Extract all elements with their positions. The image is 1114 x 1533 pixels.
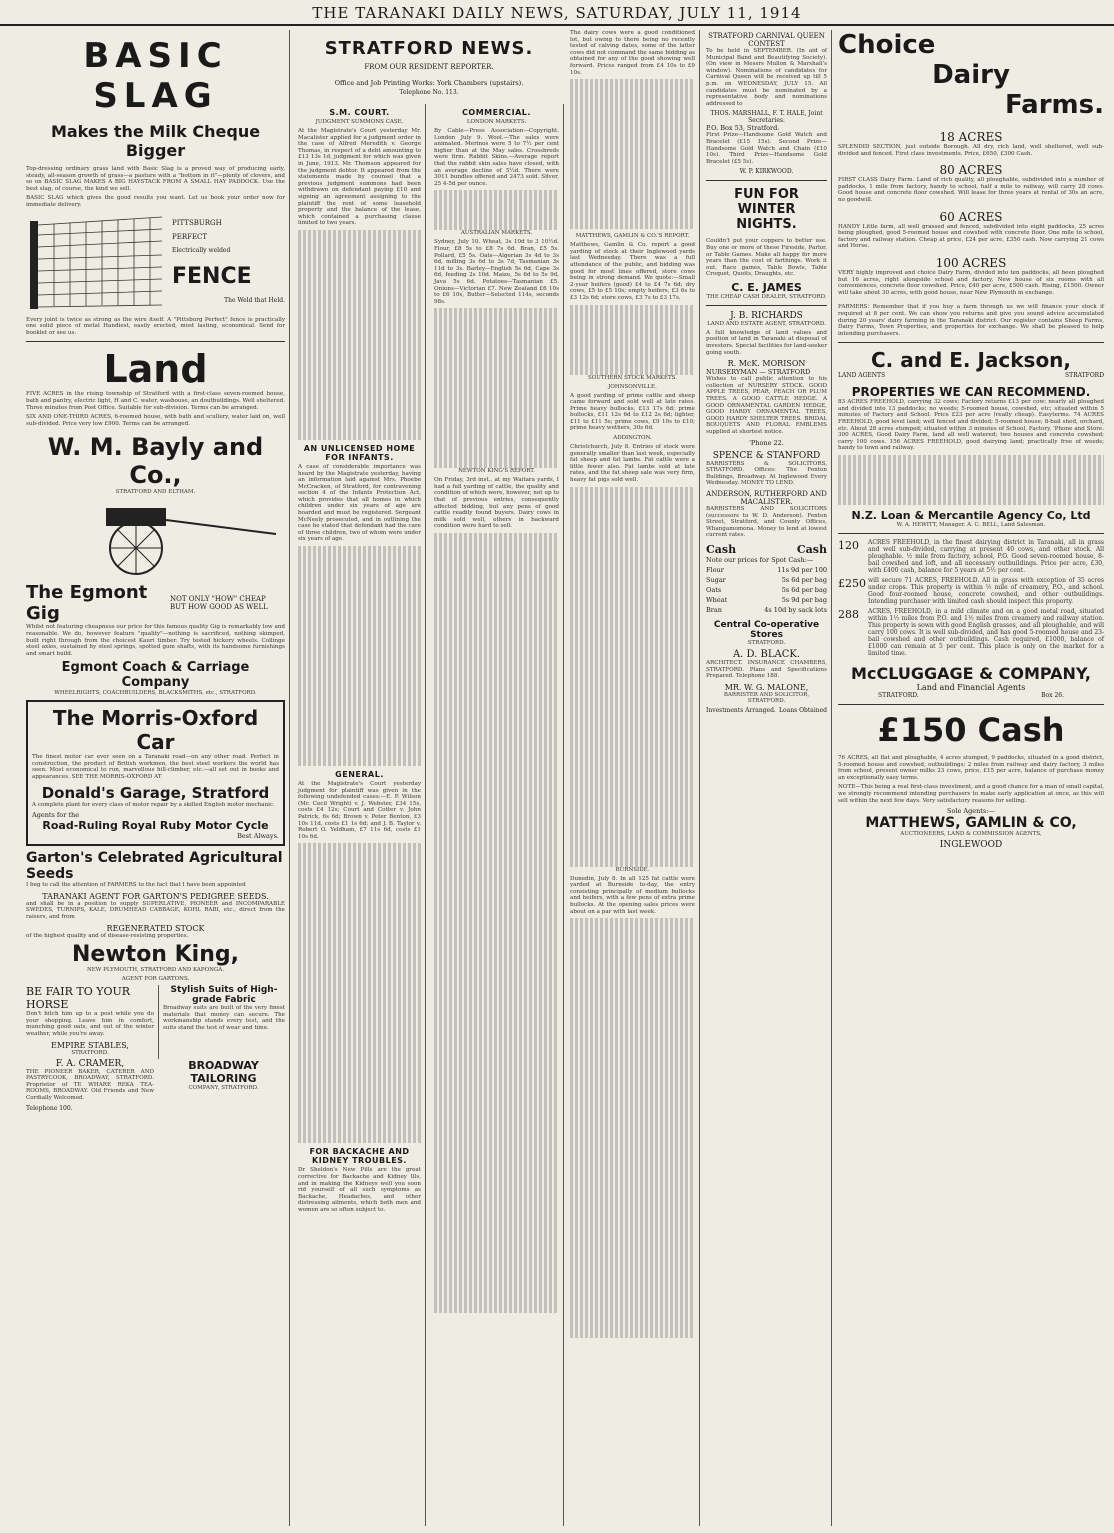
cramer-title: F. A. CRAMER,: [55, 1058, 125, 1069]
mgc-title: MATTHEWS, GAMLIN & CO,: [865, 815, 1077, 832]
malone-title: MR. W. G. MALONE,: [724, 682, 809, 692]
dairy-word: Dairy: [932, 60, 1010, 90]
cash-right: Cash: [796, 542, 827, 556]
slag-subtitle: Makes the Milk Cheque Bigger: [50, 122, 261, 160]
note-body: NOTE—This being a real first-class investment, and a good chance for a man of small capital, we strongly recommend intending purchasers to make early application at once, as this will sell within the next few days. Very satisfactory reasons for selling.: [838, 784, 1104, 804]
burnside-heading: BURNSIDE.: [615, 866, 650, 873]
unlicensed-body: A case of considerable importance was heard by the Magistrate yesterday, having an information laid against Mrs. Phoebe McCracken, of Stratford, for contravening section 4 of the Infants Protection Act, which provides that all homes in which children under six years of age are boarded and must be registered. Sergeant McNeely prosecuted, and in outlining the case he stated that defendant had the care of three children, two of whom were under six years of age.: [298, 463, 421, 543]
cash-150-title: £150 Cash: [877, 711, 1065, 750]
gig-title: The Egmont Gig: [26, 582, 148, 625]
nz-loan-subtitle: W. A. HEWITT, Manager. A. C. BELL, Land Salesman.: [896, 522, 1046, 529]
acres-80-body: FIRST CLASS Dairy Farm. Land of rich quality, all ploughable, subdivided into a number of paddocks, 1 mile from factory, handy to school, half a mile to railway, will carry 28 cows. Good house and concrete floor cowshed. Will lease for three years at rental of 30s an acre, no goodwill.: [838, 177, 1104, 203]
nz-loan-title: N.Z. Loan & Mercantile Agency Co, Ltd: [851, 509, 1091, 523]
ad-120-body: ACRES FREEHOLD, in the finest dairying district in Taranaki, all in grass and well sub-divided, carrying at present 40 cows, and other stock. All ploughable. ½ mile from factory, school, P.O. Good seven-roomed house, 8-bail cowshed and loft, and all necessary outbuildings. Price per acre, £30, with £400 cash, balance for 5 years at 5½ per cent.: [868, 539, 1104, 575]
london-heading: LONDON MARKETS.: [466, 119, 527, 125]
burnside-body: Dunedin, July 8. In all 125 fat cattle were yarded at Burnside to-day, the entry consisting principally of medium bullocks and heifers, with a few pens of extra prime bullocks. At the opening sales prices were about on a par with last week.: [570, 875, 695, 915]
land-body-2: SIX AND ONE-THIRD ACRES, 6-roomed house, with bath and scullery, water laid on, well sub-divided. Price very low £900. Terms can be arranged.: [26, 414, 285, 427]
empire-stables: EMPIRE STABLES,: [51, 1040, 129, 1050]
fence-tagline: The Weld that Held.: [224, 296, 285, 304]
richards-title: J. B. RICHARDS: [730, 310, 803, 321]
gig-body: Whilst not featuring cheapness our price for this famous quality Gig is remarkably low and reasonable. We do, however feature "quality"—nothing is sacrificed, nothing skimped, built right through from the choicest Kauri timber. Try tested hickory wheels. Collinge steel axles, sustained by steel springs, spotted gum shafts, with its handsome furnishings and smart build.: [26, 624, 285, 657]
carnival-box: P.O. Box 53, Stratford.: [706, 124, 780, 133]
addington-body: Christchurch, July 8. Entries of stock were generally smaller than last week, especially fat sheep and fat lambs. Fat cattle were a little fewer also. Fat lambs sold at late rates, and the fat sheep sale was very firm, heavy fat pigs sold well.: [570, 444, 695, 484]
fun-body: Couldn't put your coppers to better use. Buy one or more of these Fireside, Parlor, or Table Games. Make all happy for more years than the cost of farthings. Work it out. Race games, Table Bowls, Table Croquet, Quoits, Draughts, etc.: [706, 238, 827, 278]
land-title: Land: [103, 347, 208, 392]
newton-king-agent: AGENT FOR GARTONS.: [121, 976, 190, 983]
johnsonville-body: A good yarding of prime cattle and sheep came forward and sold well at late rates. Prime heavy bullocks, £13 17s 6d; prime bullocks, £11 12s 6d to £12 2s 6d; lighter, £11 to £11 5s; prime cows, £9 10s to £10; prime heavy wethers, 30s 6d.: [570, 392, 695, 432]
garton-agent: TARANAKI AGENT FOR GARTON'S PEDIGREE SEEDS.: [42, 891, 269, 901]
dairy-cows-body: The dairy cows were a good conditioned lot, but owing to there being no recently tested of calving dates, some of the latter cows did not command the same bidding as obtained for any of the good showing well forward. Prices ranged from £4 10s to £9 10s.: [570, 30, 695, 76]
fence-title: FENCE: [172, 263, 252, 289]
morison-line: NURSERYMAN — STRATFORD: [706, 368, 811, 377]
gig-tagline-1: NOT ONLY "HOW" CHEAP: [170, 595, 266, 604]
mccluggage-title: McCLUGGAGE & COMPANY,: [851, 664, 1091, 684]
morris-title: The Morris-Oxford Car: [52, 706, 259, 755]
commercial-heading: COMMERCIAL.: [462, 108, 531, 117]
column-6: [834, 30, 1108, 1526]
unlicensed-heading: AN UNLICENSED HOME FOR INFANTS.: [303, 443, 416, 462]
court-body: At the Magistrate's Court yesterday Mr. Macalister applied for a judgment order in the case of Alfred Meredith v. George Thomas, in respect of a debt amounting to £13 13s 1d, judgment for which was given in June, 1913. Mr. Thomson appeared for the judgment debtor. It appeared from the statements made by counsel that a previous judgment summons had been withdrawn on defendant paying £10 and signing an agreement assigning to the plaintiff the rent of some leasehold property and the balance of the lease, which contained a purchasing clause limited to two years.: [298, 128, 421, 227]
cash-left: Cash: [706, 542, 737, 556]
farmers-note: FARMERS: Remember that if you buy a farm through us we will finance your stock if required at 8 per cent. We can show you returns and give you sound advice accumulated during 20 years' dairy farming in the Taranaki district. Our register contains Sheep Farms, Dairy Farms, Town Properties, and properties for exchange. We shall be pleased to help intending purchasers.: [838, 304, 1104, 337]
column-1: [22, 30, 290, 1526]
addington-heading: ADDINGTON.: [613, 435, 652, 442]
southern-heading: SOUTHERN STOCK MARKETS.: [588, 374, 677, 381]
morison-title: R. McK. MORISON: [727, 359, 806, 369]
garton-title: Garton's Celebrated Agricultural Seeds: [26, 850, 283, 883]
suits-title: Stylish Suits of High-grade Fabric: [170, 985, 278, 1006]
cash-note: Note our prices for Spot Cash:—: [706, 555, 814, 564]
price-row: Oats 5s 6d per bag: [706, 585, 827, 594]
newton-king-report-body: On Friday, 3rd inst., at my Waitara yards, I had a full yarding of cattle, the quality and condition of which were, however, not up to that of previous entries, consequently affected bidding, but any pens of good cattle readily found buyers. Dairy cows in milk sold well, others in backward condition were hard to sell.: [434, 477, 559, 530]
ad-288-body: ACRES, FREEHOLD, in a mild climate and on a good metal road, situated within 1½ miles from P.O. and 1½ miles from creamery and railway station. This property is sown with good English grasses, and all ploughable, and will carry 100 cows. It is well sub-divided, and has good 5-roomed house and 23-bail cowshed and other outbuildings. Cash required, £1000, balance of £1000 can remain at 5 per cent. This place is only on the market for a limited time.: [868, 608, 1104, 658]
general-body: At the Magistrate's Court yesterday judgment for plaintiff was given in the following undefended cases:—E. P. Wilson (Mr. Cecil Wright) v. J. Webster, £34 15s, costs £4 12s; Court and Cotter v. John Patrick, 6s 6d; Brown v. Peter Benton, £3 10s 11d, costs £1 1s 6d; and J. B. Taylor v. Robert O. Yeldham, £7 11s 6d, costs £1 10s 6d.: [298, 781, 421, 840]
fence-illustration: [26, 213, 166, 313]
acres-60-heading: 60 ACRES: [939, 209, 1003, 224]
central-title: Central Co-operative Stores: [713, 619, 820, 640]
malone-investments: Investments Arranged.: [706, 706, 776, 714]
jackson-label: LAND AGENTS: [838, 372, 886, 380]
garton-body: I beg to call the attention of FARMERS to the fact that I have been appointed: [26, 882, 246, 889]
fun-title: FUN FOR WINTER NIGHTS.: [734, 187, 799, 233]
newton-king-report-heading: NEWTON KING'S REPORT.: [458, 468, 535, 475]
broadway-subtitle: COMPANY, STRATFORD.: [188, 1084, 259, 1091]
court-subheading: JUDGMENT SUMMONS CASE.: [315, 119, 404, 125]
agents-for: Agents for the: [32, 811, 80, 820]
james-title: C. E. JAMES: [731, 280, 802, 294]
spence-title: SPENCE & STANFORD: [712, 450, 821, 461]
black-title: A. D. BLACK.: [732, 648, 801, 660]
properties-body: 83 ACRES FREEHOLD, carrying 32 cows; Factory returns £13 per cow; nearly all ploughed and divided into 13 paddocks; no weeds; 5-roomed house, cowshed, etc; situated within 5 minutes of Factory and School. Price £23 per acre (really cheap). Easyterms. 74 ACRES FREEHOLD, good level land; well fenced and divided; 5-roomed house; 8-bail shed, orchard, etc. About 28 acres stumped; situated within 3 minutes of School, Factory, 'Phone and Store. 300 ACRES, Good Dairy Farm, land all well watered; two houses and concrete cowshed; carry 100 cows. 156 ACRES FREEHOLD, good dairying land; practically free of weeds; handy to town and railway.: [838, 399, 1104, 452]
price-row: Wheat 5s 9d per bag: [706, 595, 827, 604]
mgc-town: INGLEWOOD: [939, 840, 1003, 851]
bayly-subtitle: STRATFORD AND ELTHAM.: [115, 489, 196, 496]
stratford-news-header: [294, 30, 564, 102]
choice-word: Choice: [838, 30, 936, 60]
stratford-news-title: STRATFORD NEWS.: [324, 38, 534, 59]
reporter-line: FROM OUR RESIDENT REPORTER.: [364, 63, 494, 71]
ad-250-number: £250: [838, 577, 866, 591]
price-row: Bran 4s 10d by sack lots: [706, 605, 827, 614]
mgc-subtitle: AUCTIONEERS, LAND & COMMISSION AGENTS,: [900, 831, 1042, 838]
bayly-title: W. M. Bayly and Co.,: [47, 433, 264, 490]
cramer-telephone: Telephone 100.: [26, 1104, 73, 1112]
acres-100-body: VERY highly improved and choice Dairy Farm, divided into ten paddocks, all been ploughed but 16 acres, right alongside school and factory. New house of six rooms with all conveniences, concrete floor cowshed. Price, £40 per acre, £500 cash. Rising, £1500. Owner will take about 30 acres, with good house, near New Plymouth in exchange.: [838, 269, 1104, 296]
empire-stables-town: STRATFORD.: [71, 1049, 109, 1056]
best-always: Best Always.: [237, 832, 279, 841]
land-body: FIVE ACRES in the rising township of Stratford with a first-class seven-roomed house, bath and pantry, electric light, H and C. water, washouse, an doutbuildings. Well sheltered. Three minutes from Post Office. Suitable for sub-division. Terms can be arranged.: [26, 391, 285, 411]
fence-label-2: PERFECT: [172, 232, 208, 241]
properties-heading: PROPERTIES WE CAN RECOMMEND.: [851, 385, 1091, 400]
telephone-line: Telephone No. 113.: [399, 89, 459, 96]
australian-heading: AUSTRALIAN MARKETS.: [460, 230, 533, 237]
acres-100-heading: 100 ACRES: [935, 255, 1007, 270]
malone-body: BARRISTER AND SOLICITOR, STRATFORD.: [723, 691, 810, 704]
ad-120-number: 120: [838, 539, 859, 553]
coach-title: Egmont Coach & Carriage Company: [61, 660, 250, 691]
london-body: By Cable—Press Association—Copyright. London July 9. Wool.—The sales were animated. Merinos were 5 to 7½ per cent higher than at the May sales. Crossbreds were firm. Rabbit Skins.—Average report that the rabbit skin sales have closed, with an average decline of 5½d. There were 3011 bundles offered and 2473 sold. Silver, 25 4-5d per ounce.: [434, 128, 559, 187]
carnival-names: THOS. MARSHALL, F. T. HALE, Joint Secretaries.: [710, 110, 823, 125]
slag-title: BASIC SLAG: [83, 36, 228, 116]
fence-body: Every joint is twice as strong as the wire itself. A "Pittsburg Perfect" fence is practically one solid piece of metal Handiest, easily erected, most lasting, economical. Send for booklet or see us.: [26, 316, 285, 336]
horse-title: BE FAIR TO YOUR HORSE: [26, 985, 131, 1012]
ad-250-body: will secure 71 ACRES, FREEHOLD. All in grass with exception of 35 acres under crops. This property is within ½ mile of creamery, P.O., and school. Good four-roomed house, concrete cowshed, and other outbuildings. Intending purchaser with limited cash should inspect this property.: [868, 577, 1104, 606]
jackson-town: STRATFORD: [1064, 372, 1104, 380]
horse-body: Don't hitch him up to a post while you do your shopping. Leave him in comfort, munching good oats, and out of the winter weather, while you're away.: [26, 1011, 154, 1037]
garage-title: Donald's Garage, Stratford: [41, 783, 270, 802]
cash-price-list: [706, 566, 827, 614]
backache-heading: FOR BACKACHE AND KIDNEY TROUBLES.: [309, 1147, 410, 1166]
mgc-report-heading: MATTHEWS, GAMLIN & CO.'S REPORT.: [575, 233, 690, 240]
column-3: [430, 104, 564, 1526]
anderson-body: BARRISTERS AND SOLICITORS (successors to W. D. Anderson). Fenton Street, Stratford, and County Offices, Whangamomona. Money to lend at lowest current rates.: [706, 505, 827, 539]
slag-body-2: BASIC SLAG which gives the good results you want. Let us book your order now for immediate delivery.: [26, 195, 285, 208]
acres-60-body: HANDY Little farm, all well grassed and fenced, subdivided into eight paddocks, 25 acres being ploughed, good 5-roomed house and cowshed with concrete floor. One mile to school, factory and railway station. Cheap at price, £24 per acre, £350 cash. Now carrying 21 cows and Horse.: [838, 223, 1104, 250]
column-2: [294, 104, 426, 1526]
spence-body: BARRISTERS & SOLICITORS, STRATFORD. Offices: The Fenton Buildings, Broadway. At Inglewood Every Wednesday. MONEY TO LEND.: [706, 460, 827, 487]
richards-subtitle: LAND AND ESTATE AGENT, STRATFORD.: [707, 320, 826, 327]
column-4: [566, 30, 700, 1526]
gig-tagline-2: BUT HOW GOOD AS WELL: [170, 603, 268, 612]
garton-regenerated: REGENERATED STOCK: [106, 923, 205, 933]
gig-illustration: [26, 498, 286, 578]
column-5: [702, 30, 832, 1526]
carnival-chairman: W. P. KIRKWOOD.: [739, 168, 794, 176]
richards-body: A full knowledge of land values and position of land in Taranaki at disposal of investors. Special facilities for land-seeker going south.: [706, 329, 827, 356]
cramer-body: THE PIONEER BAKER, CATERER AND PASTRYCOOK, BROADWAY, STRATFORD. Proprietor of TE WHARE REKA TEA-ROOMS, BROADWAY. Old Friends and New Cordially Welcomed.: [26, 1068, 154, 1101]
general-heading: GENERAL.: [335, 770, 384, 780]
sole-agents: Sole Agents:—: [947, 807, 995, 816]
suits-body: Broadway suits are built of the very finest materials that money can secure. The workmanship stands every test, and the suits stand the test of wear and time.: [163, 1005, 285, 1031]
central-subtitle: STRATFORD.: [747, 639, 786, 646]
newton-king-title: Newton King,: [72, 942, 239, 968]
james-subtitle: THE CHEAP CASH DEALER, STRATFORD.: [706, 293, 827, 300]
slag-body: Top-dressing ordinary grass land with Basic Slag is a proved way of producing early, steady, all-season growth of grass—a pasture with a "bottom in it"—plenty of clovers, and so on BASIC SLAG MAKES A BIG HAYSTACK FROM A SMALL HAY PADDOCK. Use the best slag, of course, the kind we sell.: [26, 166, 285, 192]
fence-label-1: PITTSBURGH: [172, 218, 222, 227]
mccluggage-subtitle: Land and Financial Agents: [916, 683, 1026, 693]
garton-body-3: of the highest quality and of disease-resisting properties.: [26, 932, 189, 939]
mccluggage-town: STRATFORD.: [878, 692, 919, 700]
fence-label-3: Electrically welded: [172, 246, 231, 254]
black-body: ARCHITECT. INSURANCE CHAMBERS, STRATFORD. Plans and Specifications Prepared. Telephone 188.: [706, 659, 827, 680]
garage-body: A complete plant for every class of motor repair by a skilled English motor mechanic.: [32, 801, 275, 808]
acres-76-body: 76 ACRES, all flat and ploughable, 4 acres stumped, 9 paddocks, situated in a good district, 5-roomed house and cowshed, outbuildings; 2 miles from railway and dairy factory, 3 miles from school, present owner milks 23 cows, price, £15 per acre, balance of purchase money an exceptionally easy terms.: [838, 755, 1104, 781]
farms-word: Farms.: [1004, 90, 1104, 120]
broadway-title: BROADWAY TAILORING: [188, 1058, 259, 1085]
mccluggage-box: Box 26.: [1041, 692, 1064, 700]
court-heading: S.M. COURT.: [329, 108, 390, 117]
office-line: Office and Job Printing Works: York Chambers (upstairs).: [334, 79, 524, 87]
garton-body-2: and shall be in a position to supply SUPERLATIVE, PIONEER and INCOMPARABLE SWEDES, TURNIPS, KALE, DRUMHEAD CABBAGE, KOHL RABI, etc., direct from the raisers, and from: [26, 900, 285, 921]
carnival-heading: STRATFORD CARNIVAL QUEEN CONTEST: [708, 32, 825, 48]
price-row: Sugar 5s 6d per bag: [706, 575, 827, 584]
acres-18-body: SPLENDID SECTION, just outside Borough. All dry, rich land, well sheltered, well sub-divided and fenced. First class investments. Price, £650, £300 Cash.: [838, 144, 1104, 157]
carnival-prizes: First Prize—Handsome Gold Watch and Bracelet (£15 15s). Second Prize—Handsome Gold Watch and Chain (£10 10s). Third Prize—Handsome Gold Bracelet (£5 5s).: [706, 132, 827, 165]
mgc-report-body: Matthews, Gamlin & Co. report a good yarding of stock at their Inglewood yards last Wednesday. There was a full attendance of the public, and bidding was good for most lines offered, store cows being in strong demand. We quote:—Small 2-year heifers (good) £4 to £4 7s 6d; dry cows, £5 to £5 10s; empty heifers, £3 6s to £3 12s 6d; store cows, £3 7s to £3 17s.: [570, 242, 695, 301]
acres-18-heading: 18 ACRES: [939, 130, 1003, 144]
johnsonville-heading: JOHNSONVILLE.: [608, 383, 657, 390]
australian-body: Sydney, July 10. Wheat, 3s 10d to 3 10½d. Flour, £8 5s to £8 7s 6d. Bran, £5 5s. Pollard, £5 5s. Oats—Algerian 3s 4d to 3s 6d, milling 3s 6d to 3s 7d, Tasmanian 3s 11d to 3s. Barley—English 5s 6d, Cape 3s 6d, feeding 2s 10d. Maize, 5s 6d to 5s 9d, Java 5s 6d. Potatoes—Tasmanian £5. Onions—Victorian £7. New Zealand £6 10s to £6 10s, Butter—Selected 114s, seconds 98s.: [434, 239, 559, 305]
newton-king-subtitle: NEW PLYMOUTH, STRATFORD AND KAPONGA.: [86, 967, 225, 974]
anderson-title: ANDERSON, RUTHERFORD AND MACALISTER.: [706, 489, 827, 506]
morison-body: Wishes to call public attention to his collection of NURSERY STOCK. GOOD APPLE TREES, PEAR, PEACH OR PLUM TREES. A GOOD CATTLE HEDGE. A GOOD ORNAMENTAL GARDEN HEDGE, GOOD HARDY ORNAMENTAL TREES, GOOD HARDY SHELTER TREES. BRIDAL BOUQUETS AND FLORAL EMBLEMS supplied at shortest notice.: [706, 376, 827, 435]
masthead: THE TARANAKI DAILY NEWS, SATURDAY, JULY 11, 1914: [0, 4, 1114, 26]
morison-phone: 'Phone 22.: [749, 438, 784, 447]
acres-80-heading: 80 ACRES: [939, 163, 1003, 178]
backache-body: Dr Sheldon's New Pills are the great corrective for Backache and Kidney Ills, and in making the Kidneys well you soon rid yourself of all such symptoms as Backache, Headaches, and other distressing ailments, which both men and women are so often subject to.: [298, 1167, 421, 1213]
ruby-title: Road-Ruling Royal Ruby Motor Cycle: [42, 819, 269, 833]
jackson-title: C. and E. Jackson,: [870, 348, 1072, 373]
ad-288-number: 288: [838, 608, 859, 622]
malone-loans: Loans Obtained: [779, 706, 827, 714]
morris-body: The finest motor car ever seen on a Taranaki road—on any other road. Perfect in construction, the product of British workmen, the best steel workers the world has seen. Most economical to run, marvellous hill-climber, etc.—all set out in books and appearances. SEE THE MORRIS-OXFORD AT: [32, 754, 279, 781]
carnival-body: To be held in SEPTEMBER. (In aid of Municipal Band and Beautifying Society). (On view in Messrs Mullon & Marshall's window). Nominations of candidates for Carnival Queen will be received up till 5 p.m. on WEDNESDAY, JULY 15. All candidates must be nominated by a representative body and nominations addressed to: [706, 48, 827, 107]
price-row: Flour 11s 9d per 100: [706, 565, 827, 574]
coach-subtitle: WHEELRIGHTS, COACHBUILDERS, BLACKSMITHS, etc., STRATFORD.: [54, 690, 257, 697]
